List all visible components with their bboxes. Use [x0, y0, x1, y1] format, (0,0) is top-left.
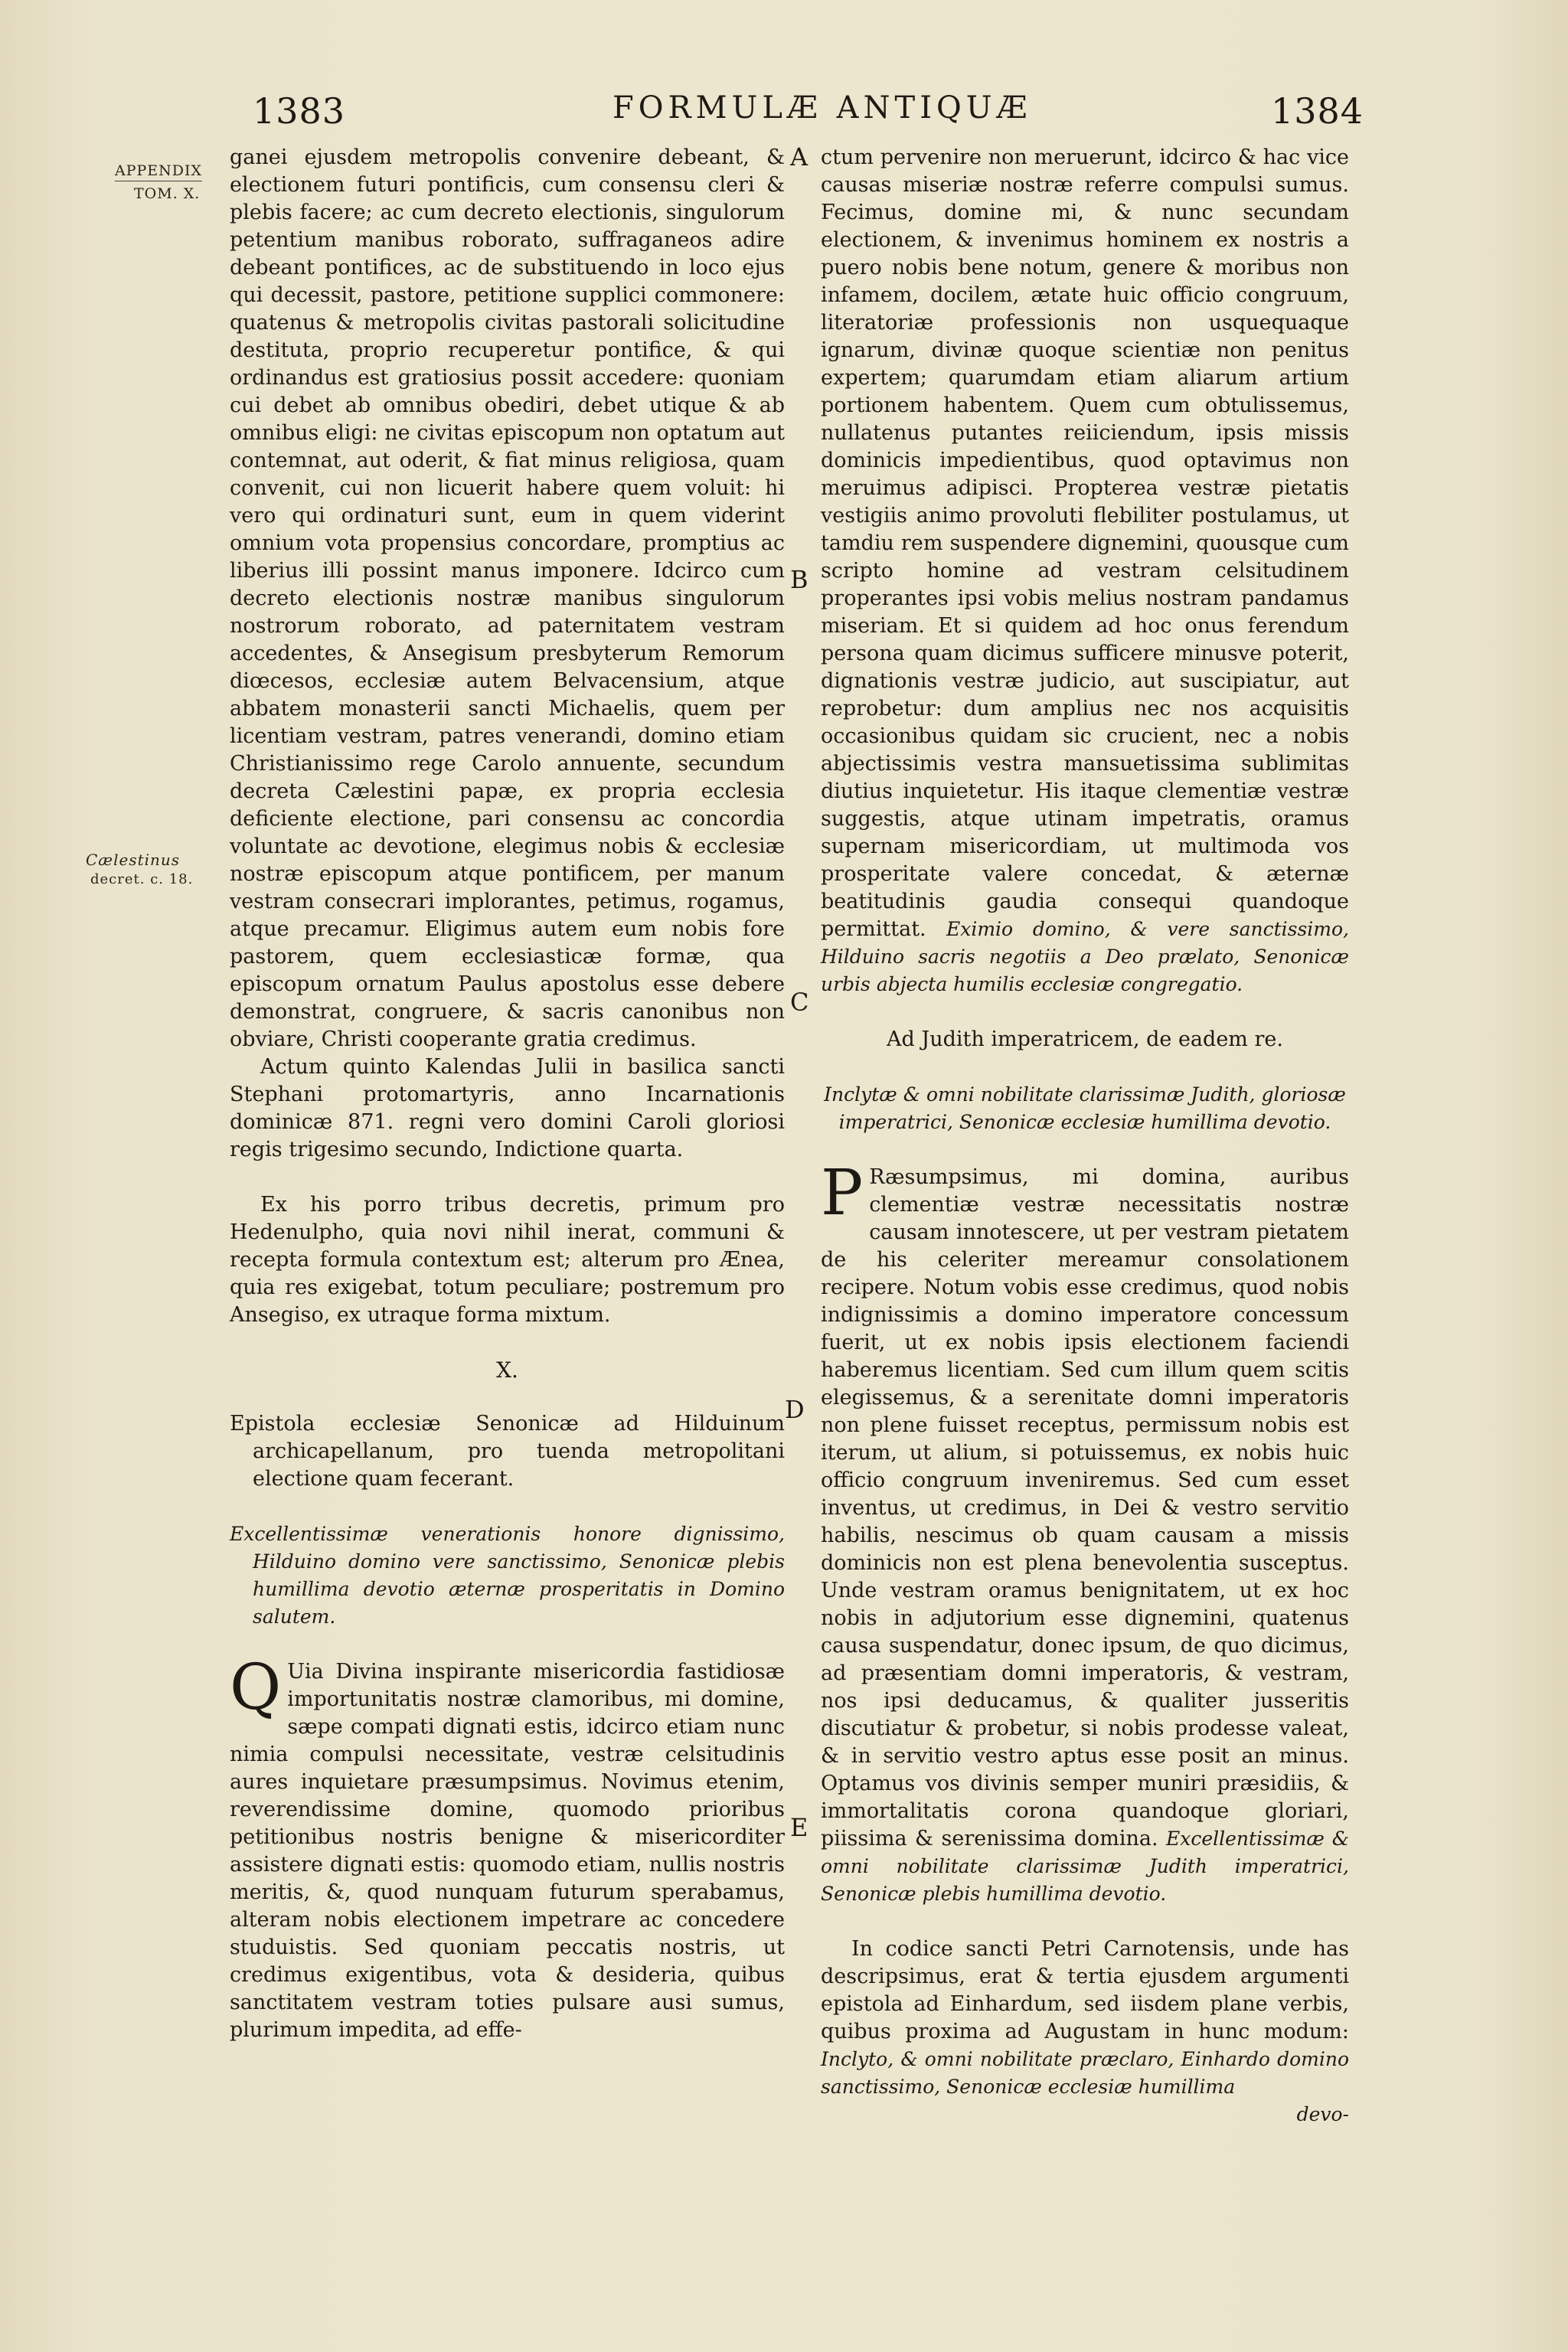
running-title: FORMULÆ ANTIQUÆ: [612, 90, 1032, 126]
margin-citation-2: decret. c. 18.: [90, 871, 194, 887]
margin-appendix: APPENDIX: [115, 161, 202, 181]
section-number: X.: [496, 1357, 518, 1383]
running-header: [0, 90, 1568, 152]
letter-salutation: Excellentissimæ venerationis honore dignissimo, Hilduino domino vere sanctissimo, Senonicæ plebis humillima devotio æternæ prosperitatis in Domino salutem.: [230, 1523, 785, 1628]
letter-heading-judith: Ad Judith imperatricem, de eadem re.: [887, 1027, 1283, 1051]
letter-body: Uia Divina inspirante misericordia fastidiosæ importunitatis nostræ clamoribus, mi domine, sæpe compati dignati estis, idcirco etiam nunc nimia compulsi necessitate, vestræ celsitudinis aures inquietare præsumpsimus. Novimus etenim, reverendissime domine, quomodo prioribus petitionibus nostris benigne & misericorditer assistere dignati estis: quomodo etiam, nullis nostris meritis, &, quod nunquam futurum sperabamus, alteram nobis electionem impetrare ac concedere studuistis. Sed quoniam peccatis nostris, ut credimus exigentibus, vota & desideria, quibus sanctitatem vestram toties pulsare ausi sumus, plurimum impedita, ad effe-: [230, 1660, 785, 2042]
right-page-number: 1384: [1271, 90, 1364, 132]
section-letter-d: D: [785, 1395, 805, 1424]
left-column: [230, 144, 785, 2044]
left-page-number: 1383: [253, 90, 346, 132]
right-paragraph-judith: P Ræsumpsimus, mi domina, auribus clementiæ vestræ necessitatis nostræ causam innotescere, ut per vestram pietatem de his celeriter mereamur consolationem recipere. Notum vobis esse credimus, quod nobis indignissimis a domino imperatore concessum fuerit, ut ex nobis ipsis electionem faciendi haberemus licentiam. Sed cum illum quem scitis elegissemus, & a serenitate domni imperatoris non plene fuisset receptus, permissum nobis est iterum, ut alium, si potuissemus, ex nobis huic officio congruum inveniremus. Sed cum esset inventus, ut credimus, in Dei & vestro servitio habilis, nescimus ob quam causam a missis dominicis non est plena benevolentia susceptus. Unde vestram oramus benignitatem, ut ex hoc nobis in adjutorium esse dignemini, quatenus causa suspendatur, donec ipsum, de quo dicimus, ad præsentiam domni imperatoris, & vestram, nos ipsi deducamus, & qualiter jusseritis discutiatur & probetur, si nobis prodesse valeat, & in servitio vestro aptus esse posit an minus. Optamus vos divinis semper muniri præsidiis, & immortalitatis corona quandoque gloriari, piissima & serenissima domina. Excellentissimæ & omni nobilitate clarissimæ Judith imperatrici, Senonicæ plebis humillima devotio.: [821, 1157, 1349, 1905]
margin-citation-1: Cælestinus: [86, 851, 181, 869]
letter-closing-judith: Excellentissimæ & omni nobilitate clarissimæ Judith imperatrici, Senonicæ plebis humillima devotio.: [821, 1828, 1349, 1905]
letter-closing-hilduino: Eximio domino, & vere sanctissimo, Hilduino sacris negotiis a Deo prælato, Senonicæ urbis abjecta humilis ecclesiæ congregatio.: [821, 918, 1349, 995]
right-paragraph-codex-note: In codice sancti Petri Carnotensis, unde has descripsimus, erat & tertia ejusdem argumenti epistola ad Einhardum, sed iisdem plane verbis, quibus proxima ad Augustam in hunc modum: Inclyto, & omni nobilitate præclaro, Einhardo domino sanctissimo, Senonicæ ecclesiæ humillima: [821, 1937, 1349, 2098]
section-letter-b: B: [790, 565, 808, 594]
letter-heading: Epistola ecclesiæ Senonicæ ad Hilduinum archicapellanum, pro tuenda metropolitani electione quam fecerant.: [230, 1412, 785, 1491]
margin-tom: TOM. X.: [134, 185, 201, 202]
right-column: [821, 144, 1349, 2156]
right-paragraph-continuation: ctum pervenire non meruerunt, idcirco & hac vice causas miseriæ nostræ referre compulsi sumus. Fecimus, domine mi, & nunc secundam electionem, & invenimus hominem ex nostris a puero nobis bene notum, genere & moribus non infamem, docilem, ætate huic officio congruum, literatoriæ professionis non usquequaque ignarum, divinæ quoque scientiæ non penitus expertem; quarumdam etiam aliarum artium portionem habentem. Quem cum obtulissemus, nullatenus putantes reiiciendum, ipsis missis dominicis impedientibus, quod optavimus non meruimus adipisci. Propterea vestræ pietatis vestigiis animo provoluti flebiliter postulamus, ut tamdiu rem suspendere dignemini, quousque cum scripto homine ad vestram celsitudinem properantes ipsi vobis melius nostram pandamus miseriam. Et si quidem ad hoc onus ferendum persona quam dicimus sufficere minusve poterit, dignationis vestræ judicio, aut suscipiatur, aut reprobetur: dum amplius nec nos acquisitis occasionibus quidam sic crucient, nec a nobis abjectissimis vestra mansuetissima sublimitas diutius inquietetur. His itaque clementiæ vestræ suggestis, atque utinam impetratis, oramus supernam misericordiam, ut multimoda vos prosperitate valere concedat, & æternæ beatitudinis gaudia consequi quandoque permittat. Eximio domino, & vere sanctissimo, Hilduino sacris negotiis a Deo prælato, Senonicæ urbis abjecta humilis ecclesiæ congregatio.: [821, 145, 1349, 995]
drop-cap-q: Q: [230, 1651, 282, 1724]
catchword: devo-: [1296, 2103, 1349, 2125]
section-letter-e: E: [790, 1813, 808, 1842]
left-paragraph-letter: [230, 1651, 785, 2044]
left-paragraph-commentary: Ex his porro tribus decretis, primum pro Hedenulpho, quia novi nihil inerat, communi & recepta formula contextum est; alterum pro Ænea, quia res exigebat, totum peculiare; postremum pro Ansegiso, ex utraque forma mixtum.: [230, 1193, 785, 1327]
left-paragraph-actum: Actum quinto Kalendas Julii in basilica sancti Stephani protomartyris, anno Incarnationis dominicæ 871. regni vero domini Caroli gloriosi regis trigesimo secundo, Indictione quarta.: [230, 1055, 785, 1161]
section-letter-a: A: [790, 142, 808, 172]
left-paragraph-decree: ganei ejusdem metropolis convenire debeant, & electionem futuri pontificis, cum consensu cleri & plebis facere; ac cum decreto electionis, singulorum petentium manibus roborato, suffraganeos adire debeant pontifices, ac de substituendo in loco ejus qui decessit, pastore, petitione supplici commonere: quatenus & metropolis civitas pastorali solicitudine destituta, proprio recuperetur pontifice, & qui ordinandus est gratiosius possit accedere: quoniam cui debet ab omnibus obediri, debet utique & ab omnibus eligi: ne civitas episcopum non optatum aut contemnat, aut oderit, & fiat minus religiosa, quam convenit, cui non licuerit habere quem voluit: hi vero qui ordinaturi sunt, eum in quem viderint omnium vota propensius concordare, promptius ac liberius illi possint manus imponere. Idcirco cum decreto electionis nostræ manibus singulorum nostrorum roborato, ad paternitatem vestram accedentes, & Ansegisum presbyterum Remorum diœcesos, ecclesiæ autem Belvacensium, atque abbatem monasterii sancti Michaelis, quem per licentiam vestram, patres venerandi, domino etiam Christianissimo rege Carolo annuente, secundum decreta Cælestini papæ, ex propria ecclesia deficiente electione, pari consensu ac concordia voluntate ac devotione, elegimus nobis & ecclesiæ nostræ episcopum atque pontificem, per manum vestram consecrari implorantes, petimus, rogamus, atque precamur. Eligimus autem eum nobis fore pastorem, quem ecclesiasticæ formæ, qua episcopum ornatum Paulus apostolus esse debere demonstrat, congruere, & sacris canonibus non obviare, Christi cooperante gratia credimus.: [230, 145, 785, 1051]
einhardo-salutation: Inclyto, & omni nobilitate præclaro, Einhardo domino sanctissimo, Senonicæ ecclesiæ humillima: [821, 2048, 1349, 2098]
drop-cap-p: P: [821, 1157, 864, 1230]
salutation-judith: Inclytæ & omni nobilitate clarissimæ Judith, gloriosæ imperatrici, Senonicæ ecclesiæ humillima devotio.: [824, 1083, 1346, 1133]
section-letter-c: C: [790, 988, 809, 1017]
